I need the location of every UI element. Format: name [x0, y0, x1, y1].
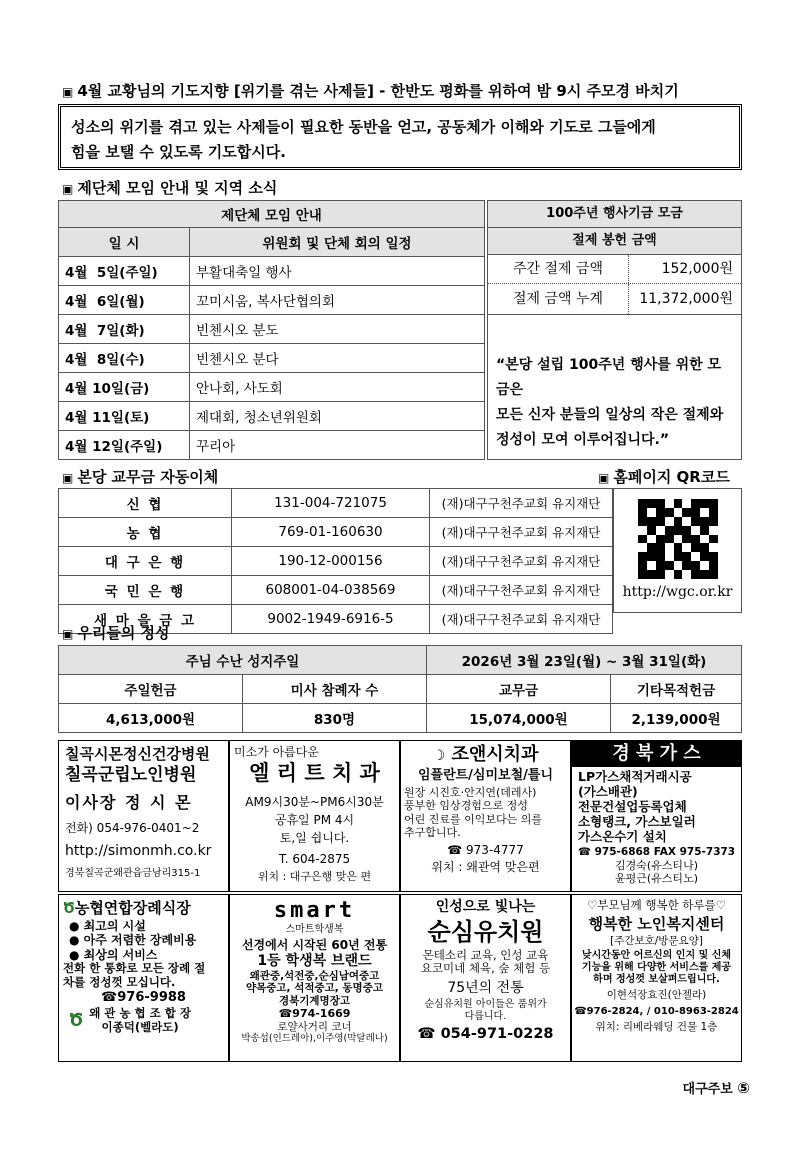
uniform-person: 박송섭(인드레아),이주영(막달레나)	[241, 1033, 388, 1045]
funeral-ad	[58, 894, 229, 1062]
bank-name: 대 구 은 행	[59, 547, 232, 576]
gas-line3: 전문건설업등록업체	[578, 799, 687, 814]
funeral-item1: ● 최고의 시설	[69, 919, 146, 933]
hospital-address: 경북칠곡군왜관읍금남리315-1	[65, 867, 201, 879]
gas-line5: 가스온수기 설치	[578, 829, 667, 844]
qr-heading	[598, 466, 730, 487]
offering-header: 미사 참례자 수	[243, 675, 427, 704]
hospital-ad	[58, 740, 229, 892]
dental1-name: 엘 리 트 치 과	[249, 761, 380, 786]
square-bullet-icon: ▣	[62, 471, 74, 485]
funeral-title	[63, 899, 224, 917]
funeral-person: 이종덕(벨라도)	[101, 1020, 179, 1035]
hospital-phone: 전화) 054-976-0401~2	[65, 820, 200, 835]
hospital-name1: 칠곡시몬정신건강병원	[65, 745, 210, 763]
kinder-line1: 몬테소리 교육, 인성 교육	[422, 947, 549, 962]
table-row	[59, 518, 613, 547]
square-bullet-icon: ▣	[62, 627, 74, 641]
prayer-heading-text: 4월 교황님의 기도지향 [위기를 겪는 사제들] - 한반도 평화를 위하여 밤 9시 주모경 바치기	[77, 82, 679, 100]
square-bullet-icon: ▣	[62, 182, 74, 196]
meeting-event: 안나회, 사도회	[190, 373, 485, 402]
tooth-icon: ☽	[432, 748, 446, 764]
dental2-line4: 추구합니다.	[404, 825, 461, 839]
offering-heading-text: 우리들의 정성	[77, 624, 170, 642]
account-number: 769-01-160630	[232, 518, 430, 547]
qr-heading-text: 홈페이지 QR코드	[613, 468, 730, 486]
bank-name: 새 마 을 금 고	[59, 605, 232, 634]
page-number: ⑤	[737, 1079, 750, 1097]
fund-quote	[488, 315, 741, 453]
funeral-name: 농협연합장례식장	[74, 899, 191, 917]
dental1-phone: T. 604-2875	[278, 851, 351, 866]
uniform-line2: 1등 학생복 브랜드	[257, 952, 372, 969]
prayer-text-line1: 성소의 위기를 겪고 있는 사제들이 필요한 동반을 얻고, 공동체가 이해와 기도로 그들에게	[71, 118, 656, 136]
qr-box	[613, 488, 742, 613]
gas-phone: ☎ 975-6868 FAX 975-7373	[577, 846, 736, 858]
fund-quote-line2: 모든 신자 분들의 일상의 작은 절제와	[496, 407, 724, 423]
transfer-heading	[62, 466, 218, 487]
fund-subtitle: 절제 봉헌 금액	[488, 228, 741, 255]
dental1-closed: 토,일 쉽니다.	[279, 831, 350, 846]
nh-logo-icon: Ծ	[63, 899, 75, 917]
kinder-name: 순심유치원	[427, 917, 544, 946]
uniform-line6: 로얄사거리 코너	[277, 1020, 352, 1033]
prayer-box	[58, 104, 742, 170]
meeting-date: 4월 11일(토)	[59, 402, 190, 431]
kinder-phone: ☎ 054-971-0228	[417, 1025, 554, 1042]
fund-weekly-value: 152,000원	[661, 261, 733, 277]
table-row	[59, 315, 485, 344]
funeral-line1: 전화 한 통화로 모든 장례 절	[63, 961, 206, 976]
square-bullet-icon: ▣	[598, 471, 610, 485]
meetings-table	[58, 200, 485, 460]
fund-total-value: 11,372,000원	[639, 291, 733, 307]
senior-location: 위치: 리베라웨딩 건물 1층	[595, 1020, 718, 1033]
senior-line2: 기능을 위해 다양한 서비스를 제공	[581, 962, 732, 974]
uniform-sub: 스마트학생복	[285, 924, 344, 936]
dental1-tagline: 미소가 아름다운	[234, 745, 319, 759]
elite-dental-ad	[229, 740, 400, 892]
funeral-phone: ☎976-9988	[101, 989, 186, 1005]
fund-total-label: 절제 금액 누계	[488, 284, 629, 314]
table-row	[59, 257, 485, 286]
kinder-tradition: 75년의 전통	[447, 980, 524, 997]
hospital-director: 이사장 정 시 몬	[65, 793, 193, 813]
senior-sub: [주간보호/방문요양]	[610, 934, 703, 947]
dental2-name: 조앤시치과	[451, 744, 539, 765]
prayer-heading	[62, 80, 762, 101]
account-number: 190-12-000156	[232, 547, 430, 576]
uniform-phone: ☎974-1669	[278, 1007, 351, 1021]
kinder-line4: 다릅니다.	[464, 1010, 507, 1022]
footer-label: 대구주보	[682, 1082, 733, 1097]
meeting-event: 빈첸시오 분다	[190, 344, 485, 373]
kinder-tagline: 인성으로 빛나는	[435, 899, 536, 915]
bank-name: 신 협	[59, 489, 232, 518]
hospital-name2: 칠곡군립노인병원	[65, 765, 197, 785]
table-row	[59, 344, 485, 373]
kinder-line2: 요코미네 체육, 숲 체험 등	[420, 961, 551, 976]
kinder-line3: 순심유치원 아이들은 품위가	[424, 998, 547, 1010]
uniform-line3: 왜관중,석전중,순심남여중고	[249, 969, 380, 982]
fund-weekly-row	[488, 255, 741, 284]
senior-line4: 이현석장효진(안젤라)	[606, 989, 707, 1002]
funeral-item3: ● 최상의 서비스	[69, 947, 158, 962]
account-holder: (재)대구구천주교회 유지재단	[430, 576, 613, 605]
table-row	[59, 576, 613, 605]
nh-logo-icon: Ծ	[69, 1010, 84, 1032]
table-row	[59, 373, 485, 402]
kinder-ad	[400, 894, 571, 1062]
uniform-line4: 약목중고, 석적중고, 동명중고	[245, 982, 383, 995]
transfer-table	[58, 488, 613, 634]
joensi-dental-ad	[400, 740, 571, 892]
hospital-url[interactable]: http://simonmh.co.kr	[65, 842, 212, 859]
col-date: 일 시	[59, 228, 190, 257]
dental2-line3: 어린 진료를 이익보다는 의를	[404, 812, 543, 826]
square-bullet-icon: ▣	[62, 85, 74, 99]
offering-heading	[62, 622, 170, 643]
senior-line1: 낮시간동안 어르신의 인지 및 신체	[581, 950, 732, 962]
table-row	[59, 402, 485, 431]
dental2-location: 위치 : 왜관역 맞은편	[431, 860, 540, 875]
gas-name: 경 북 가 스	[572, 741, 741, 767]
account-holder: (재)대구구천주교회 유지재단	[430, 518, 613, 547]
offering-right-title: 2026년 3월 23일(월) ~ 3월 31일(화)	[427, 646, 742, 675]
meeting-event: 빈첸시오 분도	[190, 315, 485, 344]
fund-box	[487, 200, 742, 460]
funeral-org: 왜 관 농 협 조 합 장	[89, 1006, 191, 1021]
meetings-heading	[62, 177, 277, 198]
gas-person2: 윤평근(유스티노)	[615, 871, 698, 885]
offering-value: 2,139,000원	[611, 704, 742, 733]
senior-line3: 하며 정성껏 보살펴드립니다.	[593, 974, 720, 986]
fund-quote-line1: “본당 설립 100주년 행사를 위한 모금은	[496, 357, 722, 398]
funeral-line2: 차를 정성껏 모십니다.	[63, 974, 176, 989]
prayer-text-line2: 힘을 보탤 수 있도록 기도합시다.	[71, 143, 286, 161]
gas-person1: 김경숙(유스티나)	[615, 858, 698, 872]
dental2-title	[404, 744, 567, 766]
fund-title: 100주년 행사기금 모금	[488, 201, 741, 228]
uniform-line1: 선경에서 시작된 60년 전통	[241, 938, 388, 953]
account-number: 131-004-721075	[232, 489, 430, 518]
offering-header: 교무금	[427, 675, 611, 704]
offering-value: 15,074,000원	[427, 704, 611, 733]
table-row	[59, 286, 485, 315]
senior-name: 행복한 노인복지센터	[588, 914, 725, 933]
meeting-date: 4월 6일(월)	[59, 286, 190, 315]
account-number: 608001-04-038569	[232, 576, 430, 605]
meeting-event: 부활대축일 행사	[190, 257, 485, 286]
meetings-heading-text: 제단체 모임 안내 및 지역 소식	[77, 179, 278, 197]
dental2-services: 임플란트/심미보철/틀니	[417, 767, 554, 783]
account-holder: (재)대구구천주교회 유지재단	[430, 547, 613, 576]
dental1-location: 위치 : 대구은행 맞은 편	[257, 870, 372, 884]
uniform-line5: 경북기계명장고	[278, 994, 350, 1007]
dental2-line2: 풍부한 임상경험으로 정성	[404, 799, 528, 813]
transfer-heading-text: 본당 교무금 자동이체	[77, 468, 219, 486]
account-holder: (재)대구구천주교회 유지재단	[430, 489, 613, 518]
gas-ad	[571, 740, 742, 892]
offering-header: 주일헌금	[59, 675, 243, 704]
dental1-lunch: 공휴일 PM 4시	[274, 812, 355, 827]
offering-left-title: 주님 수난 성지주일	[59, 646, 427, 675]
dental2-line1: 원장 시진호·안지연(데레사)	[404, 786, 537, 800]
fund-weekly-label: 주간 절제 금액	[488, 255, 629, 283]
gas-line1: LP가스채적거래시공	[578, 769, 692, 784]
senior-tagline: ♡부모님께 행복한 하루를♡	[586, 898, 727, 912]
table-row	[59, 489, 613, 518]
offering-header: 기타목적헌금	[611, 675, 742, 704]
bank-name: 농 협	[59, 518, 232, 547]
fund-total-row	[488, 284, 741, 315]
meeting-date: 4월 7일(화)	[59, 315, 190, 344]
meeting-event: 꼬미시움, 복사단협의회	[190, 286, 485, 315]
table-row	[59, 547, 613, 576]
meeting-date: 4월 5일(주일)	[59, 257, 190, 286]
qr-code-icon[interactable]	[638, 499, 718, 579]
table-row	[59, 704, 742, 733]
senior-center-ad	[571, 894, 742, 1062]
gas-line4: 소형탱크, 가스보일러	[578, 814, 696, 829]
homepage-url[interactable]: http://wgc.or.kr	[622, 584, 733, 600]
page-footer	[660, 1078, 750, 1097]
account-number: 9002-1949-6916-5	[232, 605, 430, 634]
bank-name: 국 민 은 행	[59, 576, 232, 605]
meeting-event: 제대회, 청소년위원회	[190, 402, 485, 431]
meetings-table-title: 제단체 모임 안내	[59, 201, 485, 228]
meeting-date: 4월 10일(금)	[59, 373, 190, 402]
account-holder: (재)대구구천주교회 유지재단	[430, 605, 613, 634]
offering-table	[58, 645, 742, 733]
meeting-event: 꾸리아	[190, 431, 485, 460]
gas-line2: (가스배관)	[578, 784, 638, 799]
smart-logo: smart	[273, 898, 356, 923]
senior-phone: ☎976-2824, / 010-8963-2824	[574, 1005, 739, 1017]
table-row	[59, 431, 485, 460]
offering-value: 4,613,000원	[59, 704, 243, 733]
meeting-date: 4월 12일(주일)	[59, 431, 190, 460]
funeral-item2: ● 아주 저렴한 장례비용	[69, 933, 197, 948]
offering-value: 830명	[243, 704, 427, 733]
meeting-date: 4월 8일(수)	[59, 344, 190, 373]
uniform-ad	[229, 894, 400, 1062]
dental2-phone: ☎ 973-4777	[447, 842, 524, 857]
fund-quote-line3: 정성이 모여 이루어집니다.”	[496, 432, 670, 448]
col-schedule: 위원회 및 단체 회의 일정	[190, 228, 485, 257]
dental1-hours: AM9시30분~PM6시30분	[245, 794, 384, 809]
